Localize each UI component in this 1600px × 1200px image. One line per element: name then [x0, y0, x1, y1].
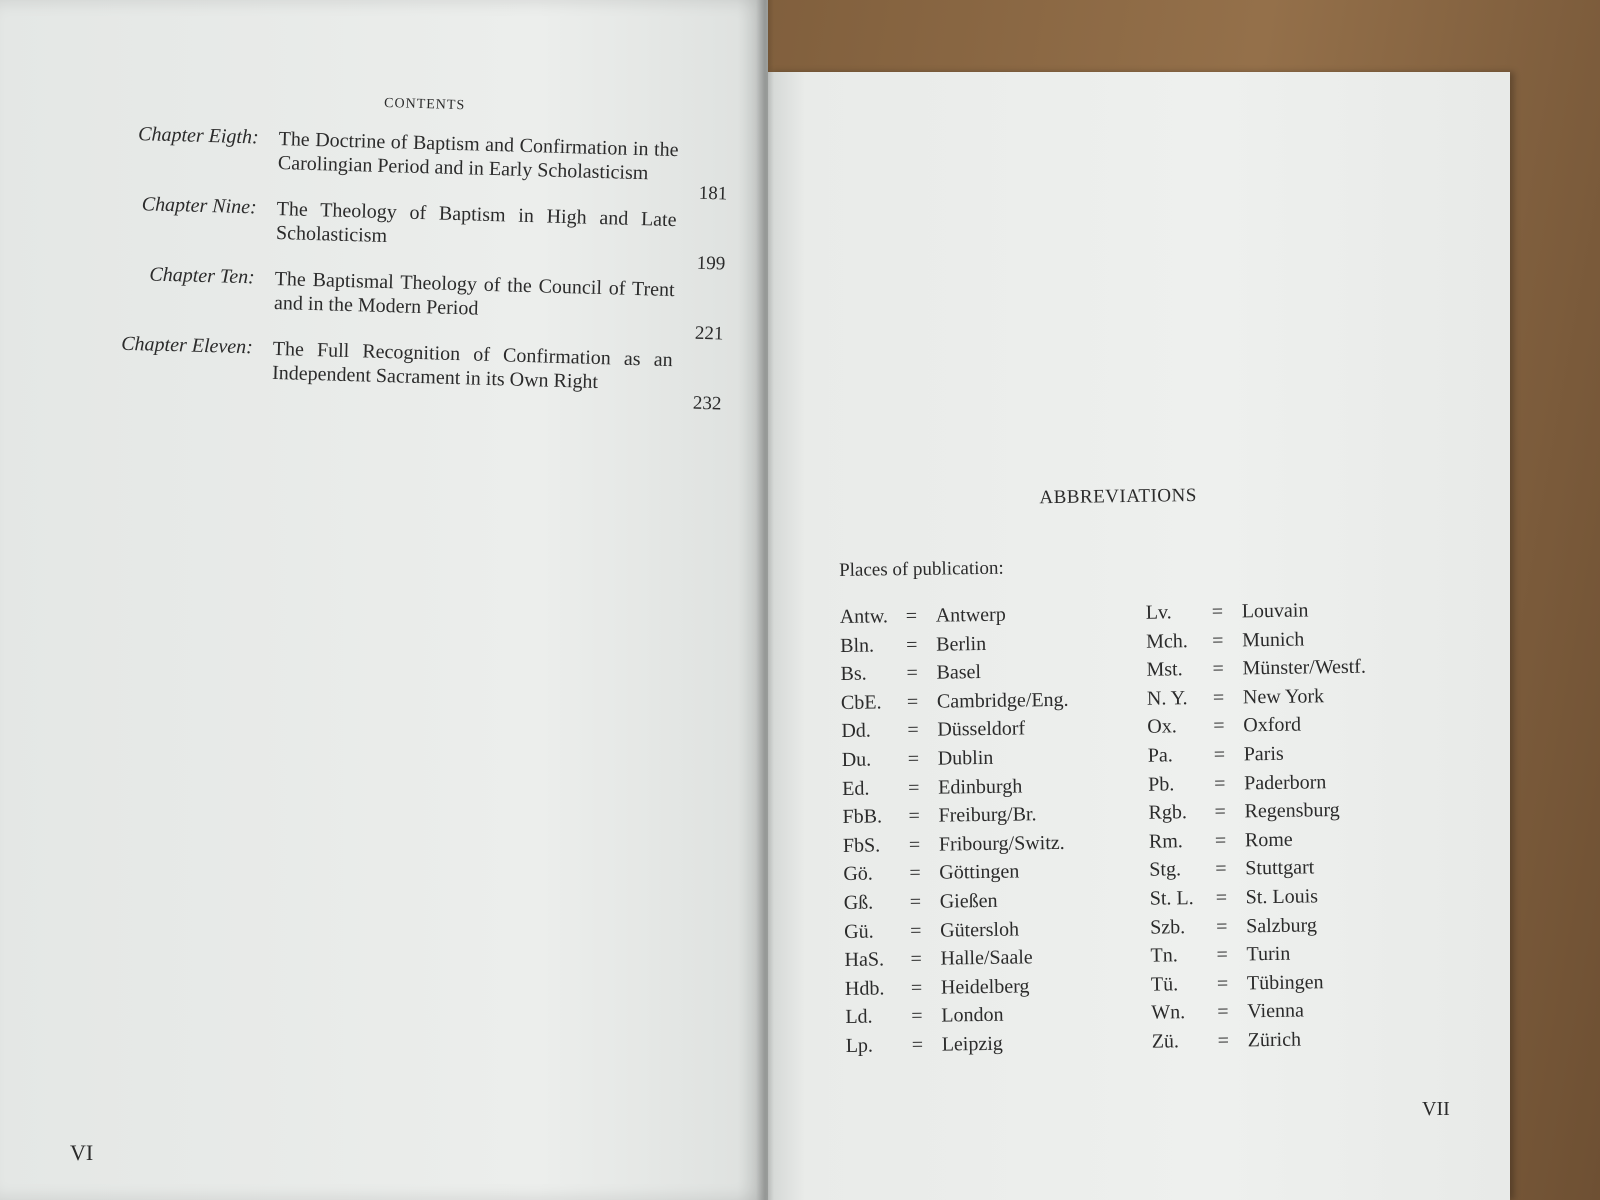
equals-sign: =	[1213, 772, 1226, 795]
place-name: Gütersloh	[940, 918, 1020, 942]
abbreviation: Dd.	[841, 719, 871, 743]
abbreviation: Gß.	[843, 891, 874, 914]
equals-sign: =	[1212, 686, 1225, 709]
abbreviation: FbB.	[842, 805, 883, 829]
equals-sign: =	[911, 1033, 924, 1056]
abbreviation: Lp.	[845, 1034, 874, 1057]
abbreviation: Du.	[841, 748, 872, 771]
equals-sign: =	[907, 747, 920, 771]
equals-sign: =	[1214, 829, 1227, 852]
abbreviation-row	[842, 745, 1142, 778]
equals-sign: =	[1216, 972, 1229, 995]
abbreviation: Ld.	[845, 1005, 873, 1029]
toc-chapter-title: The Baptismal Theology of the Council of Trent and in the Modern Period	[273, 267, 675, 320]
abbreviation: FbS.	[842, 834, 881, 857]
abbreviation: Pa.	[1147, 744, 1173, 767]
abbreviation-row	[845, 1002, 1145, 1035]
equals-sign: =	[1215, 915, 1228, 938]
abbreviation-row	[1148, 740, 1448, 773]
place-name: Freiburg/Br.	[938, 803, 1037, 827]
place-name: Dublin	[937, 746, 994, 770]
place-name: Fribourg/Switz.	[938, 831, 1065, 856]
abbreviation-row	[840, 630, 1140, 663]
abbreviation-row	[1146, 626, 1446, 659]
abbreviation-row	[842, 773, 1142, 806]
abbreviation: N. Y.	[1146, 686, 1188, 710]
place-name: Munich	[1241, 628, 1305, 651]
abbreviation: Antw.	[839, 605, 889, 628]
right-page-number: VII	[1422, 1098, 1450, 1120]
abbreviation: Rm.	[1148, 829, 1183, 853]
abbreviation-row	[1147, 683, 1447, 716]
abbreviation-row	[844, 945, 1144, 978]
abbreviation: HaS.	[844, 948, 885, 972]
abbreviation: Stg.	[1149, 858, 1182, 882]
place-name: Stuttgart	[1245, 856, 1315, 880]
toc-chapter-label: Chapter Ten:	[149, 263, 256, 289]
place-name: Salzburg	[1245, 913, 1318, 937]
abbreviation: Tü.	[1150, 973, 1179, 996]
abbreviation: Ed.	[842, 777, 870, 800]
abbreviation-row	[1150, 941, 1450, 974]
abbreviations-table	[840, 598, 1447, 1076]
abbreviations-heading: ABBREVIATIONS	[1039, 484, 1197, 509]
toc-page-number: 232	[692, 392, 722, 415]
abbreviation-row	[845, 973, 1145, 1006]
equals-sign: =	[907, 719, 919, 742]
place-name: Göttingen	[939, 860, 1020, 884]
place-name: Paderborn	[1243, 770, 1327, 794]
abbreviation: Szb.	[1149, 915, 1186, 939]
place-name: Tübingen	[1246, 970, 1324, 995]
place-name: Düsseldorf	[937, 717, 1026, 742]
abbreviation-row	[841, 688, 1141, 721]
equals-sign: =	[909, 862, 921, 885]
toc-chapter-label: Chapter Eigth:	[137, 123, 259, 149]
contents-heading: CONTENTS	[383, 95, 466, 114]
abbreviation-row	[844, 888, 1144, 921]
abbreviation-row	[843, 859, 1143, 892]
toc-chapter-title: The Theology of Baptism in High and Late Scholasticism	[275, 197, 677, 248]
equals-sign: =	[1215, 857, 1227, 881]
abbreviation-row	[1151, 998, 1451, 1031]
contents-section	[91, 88, 730, 419]
abbreviation: Zü.	[1151, 1030, 1180, 1053]
equals-sign: =	[1212, 657, 1224, 680]
place-name: Basel	[936, 661, 982, 684]
place-name: New York	[1242, 685, 1325, 709]
place-name: Turin	[1246, 942, 1291, 966]
place-name: Cambridge/Eng.	[936, 688, 1069, 713]
abbreviation-row	[844, 916, 1144, 949]
toc-page-number: 221	[694, 322, 724, 345]
abbreviation: Bs.	[840, 662, 867, 686]
abbreviation: Wn.	[1151, 1001, 1186, 1024]
toc-chapter-title: The Doctrine of Baptism and Confirmation in the Carolingian Period and in Early Scholasticism	[277, 128, 679, 185]
toc-chapter-label: Chapter Eleven:	[120, 332, 254, 359]
equals-sign: =	[906, 662, 918, 685]
abbreviation-row	[1149, 855, 1449, 888]
abbreviation-row	[1146, 598, 1446, 631]
abbreviation: Hdb.	[844, 977, 885, 1000]
toc-entry	[98, 122, 729, 205]
place-name: Antwerp	[935, 603, 1006, 627]
equals-sign: =	[1211, 629, 1224, 652]
place-name: London	[941, 1004, 1004, 1027]
abbreviation: Lv.	[1145, 601, 1172, 624]
toc-list	[92, 122, 729, 415]
equals-sign: =	[1215, 886, 1228, 909]
abbreviation-row	[840, 602, 1140, 635]
equals-sign: =	[906, 633, 918, 656]
equals-sign: =	[1216, 943, 1228, 966]
abbreviation: Pb.	[1147, 772, 1175, 796]
equals-sign: =	[905, 604, 918, 628]
equals-sign: =	[1217, 1029, 1230, 1052]
equals-sign: =	[910, 919, 922, 942]
abbreviation: CbE.	[840, 691, 882, 714]
place-name: Regensburg	[1244, 799, 1340, 823]
equals-sign: =	[910, 948, 922, 971]
place-name: Louvain	[1241, 599, 1309, 623]
equals-sign: =	[909, 890, 922, 913]
equals-sign: =	[911, 1005, 923, 1028]
place-name: Gießen	[939, 889, 998, 913]
abbreviation-row	[1149, 826, 1449, 859]
abbreviation: St. L.	[1149, 887, 1194, 910]
book-gutter	[756, 0, 774, 1200]
place-name: Paris	[1243, 742, 1284, 766]
place-name: Vienna	[1247, 999, 1305, 1023]
equals-sign: =	[908, 833, 921, 856]
abbreviation-row	[1147, 712, 1447, 745]
abbreviation-row	[1148, 798, 1448, 831]
place-name: St. Louis	[1245, 885, 1319, 909]
toc-entry	[94, 262, 725, 345]
toc-chapter-label: Chapter Nine:	[141, 193, 258, 219]
abbreviation: Mch.	[1145, 629, 1188, 653]
equals-sign: =	[906, 690, 919, 713]
place-name: Leipzig	[941, 1032, 1003, 1056]
abbreviation-row	[1148, 769, 1448, 802]
toc-entry	[92, 332, 723, 415]
abbreviation-row	[1152, 1026, 1452, 1059]
abbreviation-row	[842, 802, 1142, 835]
abbreviation-row	[843, 831, 1143, 864]
place-name: Münster/Westf.	[1242, 655, 1367, 680]
abbreviation-row	[846, 1031, 1146, 1064]
toc-entry	[96, 192, 727, 275]
abbreviation: Bln.	[840, 634, 875, 657]
place-name: Edinburgh	[938, 775, 1023, 799]
abbreviation-row	[1150, 912, 1450, 945]
abbreviation-row	[840, 659, 1140, 692]
abbreviation: Gö.	[843, 862, 873, 886]
abbreviation: Tn.	[1150, 944, 1178, 967]
place-name: Oxford	[1243, 713, 1302, 737]
abbreviations-column-b	[1146, 598, 1452, 1060]
place-name: Halle/Saale	[940, 946, 1033, 970]
place-name: Zürich	[1247, 1028, 1302, 1052]
equals-sign: =	[910, 976, 923, 999]
abbreviation-row	[1150, 883, 1450, 916]
equals-sign: =	[1217, 1000, 1229, 1024]
abbreviations-column-a	[840, 602, 1146, 1064]
toc-chapter-title: The Full Recognition of Confirmation as an Independent Sacrament in its Own Right	[271, 337, 673, 394]
toc-page-number: 181	[698, 182, 728, 205]
equals-sign: =	[1214, 800, 1226, 823]
places-label: Places of publication:	[838, 557, 1004, 581]
place-name: Rome	[1244, 828, 1293, 852]
abbreviation: Mst.	[1146, 658, 1183, 681]
place-name: Heidelberg	[940, 975, 1030, 999]
abbreviation-row	[1146, 655, 1446, 688]
equals-sign: =	[908, 805, 920, 828]
abbreviation-row	[841, 716, 1141, 749]
equals-sign: =	[1211, 600, 1224, 623]
abbreviation-row	[1151, 969, 1451, 1002]
left-page-number: VI	[70, 1140, 94, 1165]
place-name: Berlin	[936, 632, 987, 656]
equals-sign: =	[1213, 715, 1225, 738]
equals-sign: =	[908, 776, 920, 799]
toc-page-number: 199	[696, 252, 726, 275]
abbreviation: Ox.	[1147, 715, 1177, 739]
abbreviations-section	[838, 482, 1446, 1076]
equals-sign: =	[1213, 743, 1226, 766]
abbreviation: Rgb.	[1148, 801, 1188, 824]
abbreviation: Gü.	[844, 920, 874, 943]
